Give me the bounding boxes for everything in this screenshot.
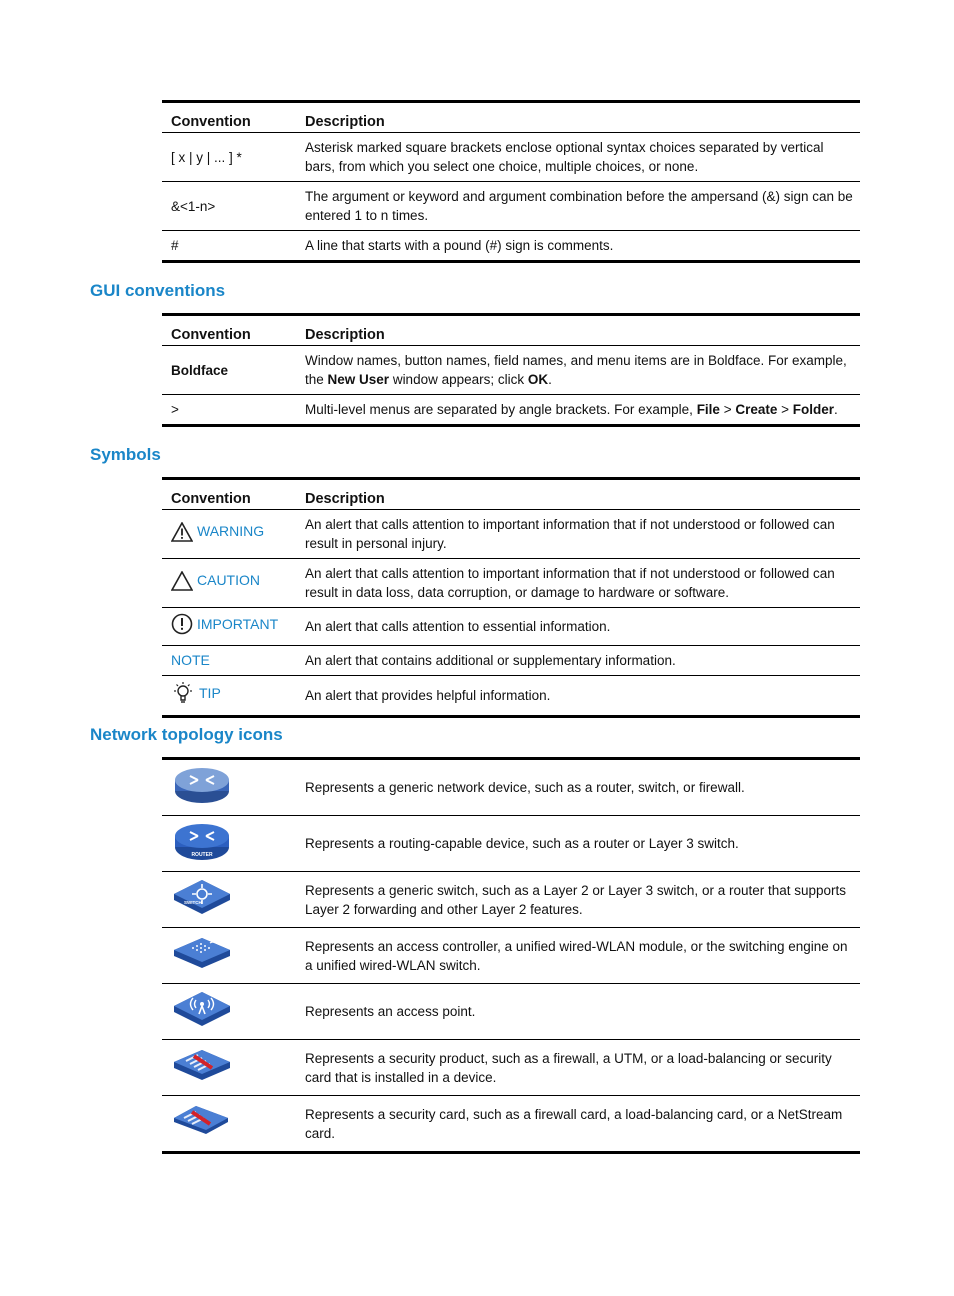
description-cell: Multi-level menus are separated by angle brackets. For example, File > Create > Folder. bbox=[296, 395, 860, 426]
switch-icon bbox=[172, 876, 232, 918]
icon-cell bbox=[162, 816, 296, 872]
description-cell: An alert that calls attention to important information that if not understood or followed can result in data loss, data corruption, or damage to hardware or software. bbox=[296, 559, 860, 608]
access-point-icon bbox=[172, 988, 232, 1030]
table-row bbox=[162, 182, 860, 231]
table-row bbox=[162, 231, 860, 262]
description-cell: The argument or keyword and argument combination before the ampersand (&) sign can be entered 1 to n times. bbox=[296, 182, 860, 231]
description-cell: Represents a security card, such as a firewall card, a load-balancing card, or a NetStream card. bbox=[296, 1096, 860, 1153]
icon-cell bbox=[162, 984, 296, 1040]
table-row bbox=[162, 1040, 860, 1096]
network-topology-icons-table bbox=[162, 757, 860, 1154]
tip-icon bbox=[171, 681, 195, 705]
icon-cell bbox=[162, 759, 296, 816]
column-header-description: Description bbox=[296, 315, 860, 346]
note-label: NOTE bbox=[171, 652, 210, 668]
description-cell: Represents a generic switch, such as a Layer 2 or Layer 3 switch, or a router that supports Layer 2 forwarding and other Layer 2 features. bbox=[296, 872, 860, 928]
warning-label: WARNING bbox=[197, 523, 265, 539]
network-device-icon bbox=[172, 764, 232, 806]
column-header-convention: Convention bbox=[162, 102, 296, 133]
caution-label: CAUTION bbox=[197, 572, 260, 588]
gui-conventions-heading: GUI conventions bbox=[90, 281, 226, 300]
description-cell: An alert that provides helpful information. bbox=[296, 676, 860, 717]
icon-cell bbox=[162, 928, 296, 984]
access-controller-icon bbox=[172, 932, 232, 974]
table-row bbox=[162, 346, 860, 395]
icon-cell bbox=[162, 1040, 296, 1096]
table-row bbox=[162, 676, 860, 717]
table-row bbox=[162, 984, 860, 1040]
column-header-convention: Convention bbox=[162, 479, 296, 510]
table-row bbox=[162, 559, 860, 608]
table-row bbox=[162, 872, 860, 928]
gui-conventions-table bbox=[162, 313, 860, 427]
switch-icon-label: SWITCH bbox=[184, 900, 202, 905]
network-topology-icons-heading: Network topology icons bbox=[90, 725, 283, 744]
table-row bbox=[162, 608, 860, 646]
tip-label: TIP bbox=[199, 684, 221, 701]
column-header-convention: Convention bbox=[162, 315, 296, 346]
table-row bbox=[162, 133, 860, 182]
symbols-heading: Symbols bbox=[90, 445, 161, 464]
table-row bbox=[162, 928, 860, 984]
column-header-description: Description bbox=[296, 479, 860, 510]
convention-cell bbox=[162, 559, 296, 608]
table-row bbox=[162, 816, 860, 872]
convention-cell: [ x | y | ... ] * bbox=[162, 133, 296, 182]
caution-icon bbox=[171, 571, 193, 591]
convention-cell bbox=[162, 676, 296, 717]
symbols-table bbox=[162, 477, 860, 718]
description-cell: An alert that calls attention to important information that if not understood or followed can result in personal injury. bbox=[296, 510, 860, 559]
convention-cell: Boldface bbox=[162, 346, 296, 395]
description-cell: An alert that contains additional or supplementary information. bbox=[296, 646, 860, 676]
security-card-icon bbox=[172, 1100, 232, 1142]
description-cell: Represents an access point. bbox=[296, 984, 860, 1040]
description-cell: Asterisk marked square brackets enclose optional syntax choices separated by vertical bars, from which you select one choice, multiple choices, or none. bbox=[296, 133, 860, 182]
security-product-icon bbox=[172, 1044, 232, 1086]
description-cell: Represents an access controller, a unified wired-WLAN module, or the switching engine on a unified wired-WLAN switch. bbox=[296, 928, 860, 984]
convention-cell bbox=[162, 646, 296, 676]
router-icon-label: ROUTER bbox=[191, 852, 213, 858]
description-cell: Represents a generic network device, such as a router, switch, or firewall. bbox=[296, 759, 860, 816]
table-row bbox=[162, 395, 860, 426]
description-cell: Represents a security product, such as a firewall, a UTM, or a load-balancing or security card that is installed in a device. bbox=[296, 1040, 860, 1096]
icon-cell bbox=[162, 1096, 296, 1153]
description-cell: Represents a routing-capable device, such as a router or Layer 3 switch. bbox=[296, 816, 860, 872]
convention-cell: > bbox=[162, 395, 296, 426]
convention-cell: &<1-n> bbox=[162, 182, 296, 231]
description-cell: An alert that calls attention to essential information. bbox=[296, 608, 860, 646]
router-icon bbox=[172, 820, 232, 862]
table-row bbox=[162, 510, 860, 559]
icon-cell bbox=[162, 872, 296, 928]
description-cell: A line that starts with a pound (#) sign is comments. bbox=[296, 231, 860, 262]
table-row bbox=[162, 759, 860, 816]
convention-cell bbox=[162, 510, 296, 559]
convention-cell: # bbox=[162, 231, 296, 262]
warning-icon bbox=[171, 522, 193, 542]
important-label: IMPORTANT bbox=[197, 615, 279, 632]
important-icon bbox=[171, 613, 193, 635]
table-row bbox=[162, 646, 860, 676]
convention-cell bbox=[162, 608, 296, 646]
description-cell: Window names, button names, field names, and menu items are in Boldface. For example, the New User window appears; click OK. bbox=[296, 346, 860, 395]
table-row bbox=[162, 1096, 860, 1153]
column-header-description: Description bbox=[296, 102, 860, 133]
cli-conventions-table bbox=[162, 100, 860, 263]
